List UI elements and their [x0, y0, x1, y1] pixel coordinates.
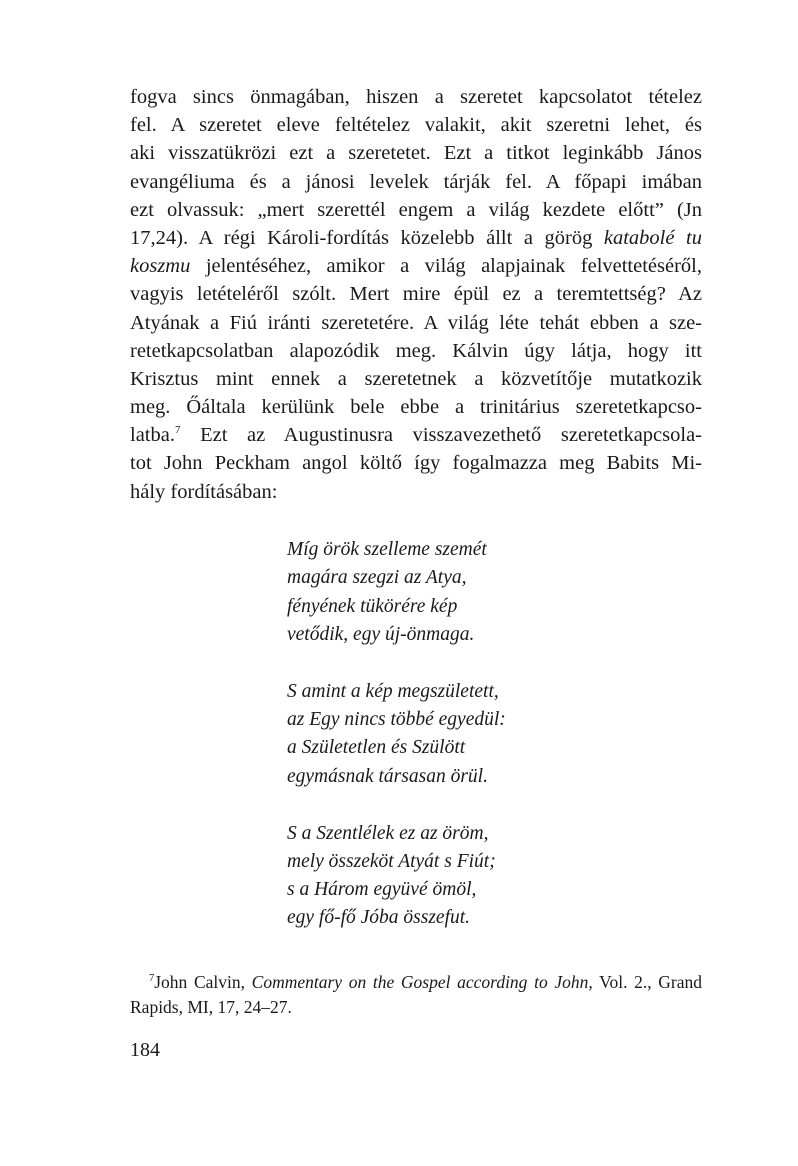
poem-line: S amint a kép megszületett, — [287, 680, 499, 702]
poem-line: Míg örök szelleme szemét — [287, 539, 487, 560]
greek-term-italic: katabolé tu — [603, 226, 702, 249]
paragraph-line — [130, 421, 702, 449]
footnote-details: Vol. 2., Grand — [592, 972, 702, 992]
paragraph-line: aki visszatükrözi ezt a szeretetet. Ezt a titkot leginkább János — [130, 142, 702, 165]
poem-line: s a Három együvé ömöl, — [287, 879, 477, 901]
paragraph-line: hály fordításában: — [130, 480, 278, 503]
greek-term-italic: koszmu — [130, 255, 191, 278]
poem-stanza — [287, 820, 506, 933]
page-number: 184 — [130, 1039, 160, 1061]
footnote-author: John Calvin, — [154, 972, 252, 992]
footnote-title: Commentary on the Gospel according to John, — [251, 972, 593, 992]
paragraph-text: 17,24). A régi Károli-fordítás közelebb állt a görög — [130, 226, 604, 249]
poem-line: egymásnak társasan örül. — [287, 765, 488, 787]
footnote-reference[interactable]: 7 — [174, 424, 181, 437]
paragraph-line: fel. A szeretet eleve feltételez valakit, akit szeretni lehet, és — [130, 114, 702, 137]
paragraph-line: retetkapcsolatban alapozódik meg. Kálvin úgy látja, hogy itt — [130, 339, 702, 362]
poem-stanza — [287, 536, 506, 649]
footnote-number: 7 — [149, 973, 155, 985]
paragraph-text: latba. — [130, 424, 175, 447]
footnote — [130, 970, 702, 1020]
poem-line: magára szegzi az Atya, — [287, 567, 467, 589]
paragraph-line: ezt olvassuk: „mert szerettél engem a világ kezdete előtt” (Jn — [130, 198, 702, 221]
paragraph-line — [130, 224, 702, 252]
paragraph-line: meg. Őáltala kerülünk bele ebbe a trinitárius szeretetkapcso- — [130, 396, 702, 419]
poem-line: S a Szentlélek ez az öröm, — [287, 822, 489, 844]
paragraph-text: Ezt az Augustinusra visszavezethető szeretetkapcsola- — [180, 424, 702, 447]
paragraph-line: evangéliuma és a jánosi levelek tárják fel. A főpapi imában — [130, 170, 702, 193]
footnote-line: Rapids, MI, 17, 24–27. — [130, 997, 292, 1017]
paragraph-text: jelentéséhez, amikor a világ alapjainak felvettetéséről, — [190, 255, 702, 278]
poem-line: egy fő-fő Jóba összefut. — [287, 907, 471, 929]
paragraph-line: tot John Peckham angol költő így fogalmazza meg Babits Mi- — [130, 452, 702, 475]
paragraph-line: Krisztus mint ennek a szeretetnek a közvetítője mutatkozik — [130, 367, 702, 390]
poem-line: fényének tükörére kép — [287, 595, 458, 617]
main-paragraph — [130, 83, 702, 506]
paragraph-line — [130, 252, 702, 280]
poem-line: a Születetlen és Szülött — [287, 737, 466, 759]
footnote-line — [130, 970, 702, 995]
poem-stanza — [287, 678, 506, 791]
paragraph-line: fogva sincs önmagában, hiszen a szeretet kapcsolatot tételez — [130, 86, 702, 108]
paragraph-line: Atyának a Fiú iránti szeretetére. A világ léte tehát ebben a sze- — [130, 311, 702, 334]
poem-line: vetődik, egy új-önmaga. — [287, 623, 475, 645]
poem-quotation — [287, 536, 506, 961]
paragraph-line: vagyis letételéről szólt. Mert mire épül ez a teremtettség? Az — [130, 283, 702, 306]
poem-line: mely összeköt Atyát s Fiút; — [287, 850, 496, 872]
poem-line: az Egy nincs többé egyedül: — [287, 709, 506, 731]
